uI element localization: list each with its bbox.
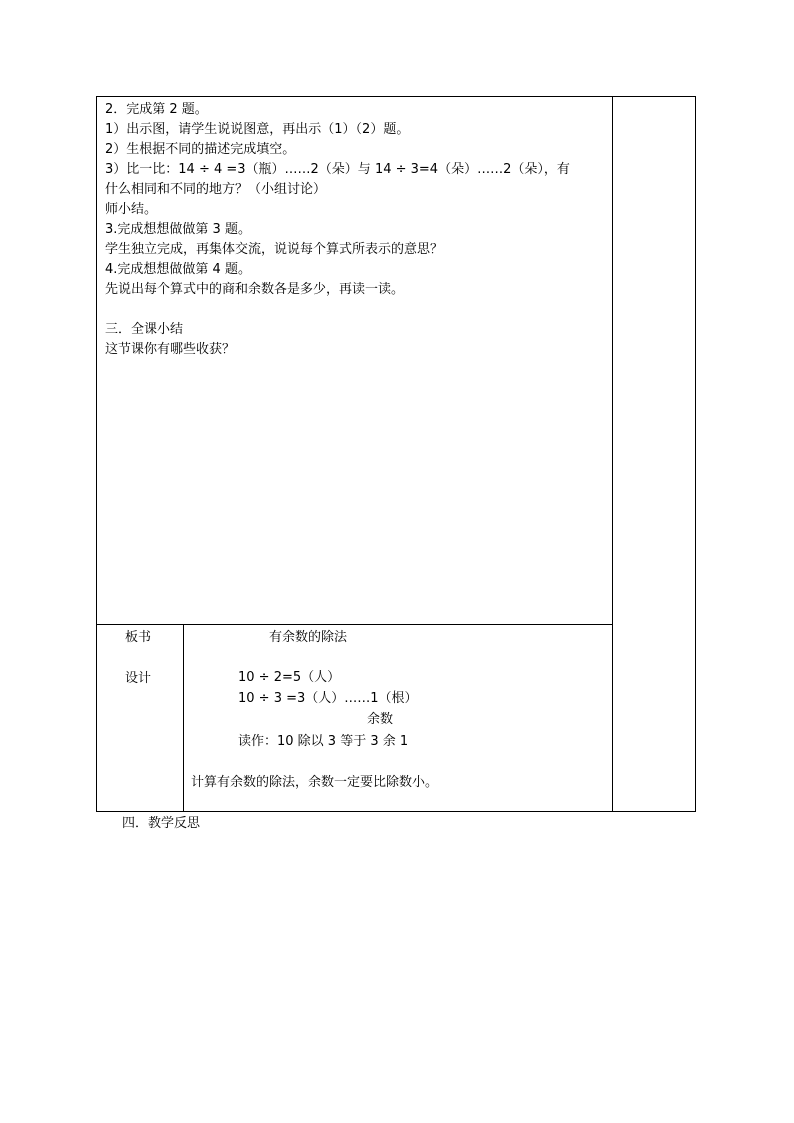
right-column-divider xyxy=(612,97,613,812)
board-equation-2: 10 ÷ 3 =3（人）……1（根） xyxy=(238,691,418,706)
board-reading: 读作：10 除以 3 等于 3 余 1 xyxy=(238,734,409,749)
board-remainder-label: 余数 xyxy=(367,712,394,727)
lesson-line-4: 3）比一比：14 ÷ 4 =3（瓶）……2（朵）与 14 ÷ 3=4（朵）……2（朵），有 xyxy=(105,162,570,177)
board-title: 有余数的除法 xyxy=(269,630,348,645)
board-row-divider xyxy=(97,624,613,625)
lesson-line-5: 什么相同和不同的地方？（小组讨论） xyxy=(105,182,327,197)
board-conclusion: 计算有余数的除法，余数一定要比除数小。 xyxy=(191,775,439,790)
lesson-line-3: 2）生根据不同的描述完成填空。 xyxy=(105,142,296,157)
lesson-line-10: 先说出每个算式中的商和余数各是多少，再读一读。 xyxy=(105,282,405,297)
lesson-line-1: 2．完成第 2 题。 xyxy=(105,102,208,117)
lesson-line-8: 学生独立完成，再集体交流，说说每个算式所表示的意思？ xyxy=(105,242,444,257)
lesson-line-13: 这节课你有哪些收获？ xyxy=(105,342,236,357)
lesson-line-6: 师小结。 xyxy=(105,202,158,217)
lesson-table xyxy=(96,96,696,812)
board-label-bottom: 设计 xyxy=(125,671,152,686)
lesson-line-7: 3.完成想想做做第 3 题。 xyxy=(105,222,251,237)
board-label-top: 板书 xyxy=(125,630,152,645)
section-title-reflection: 四．教学反思 xyxy=(122,816,201,831)
lesson-line-9: 4.完成想想做做第 4 题。 xyxy=(105,262,251,277)
lesson-line-2: 1）出示图，请学生说说图意，再出示（1）（2）题。 xyxy=(105,122,410,137)
board-equation-1: 10 ÷ 2=5（人） xyxy=(238,670,341,685)
board-label-divider xyxy=(183,624,184,812)
lesson-line-12: 三．全课小结 xyxy=(105,322,184,337)
